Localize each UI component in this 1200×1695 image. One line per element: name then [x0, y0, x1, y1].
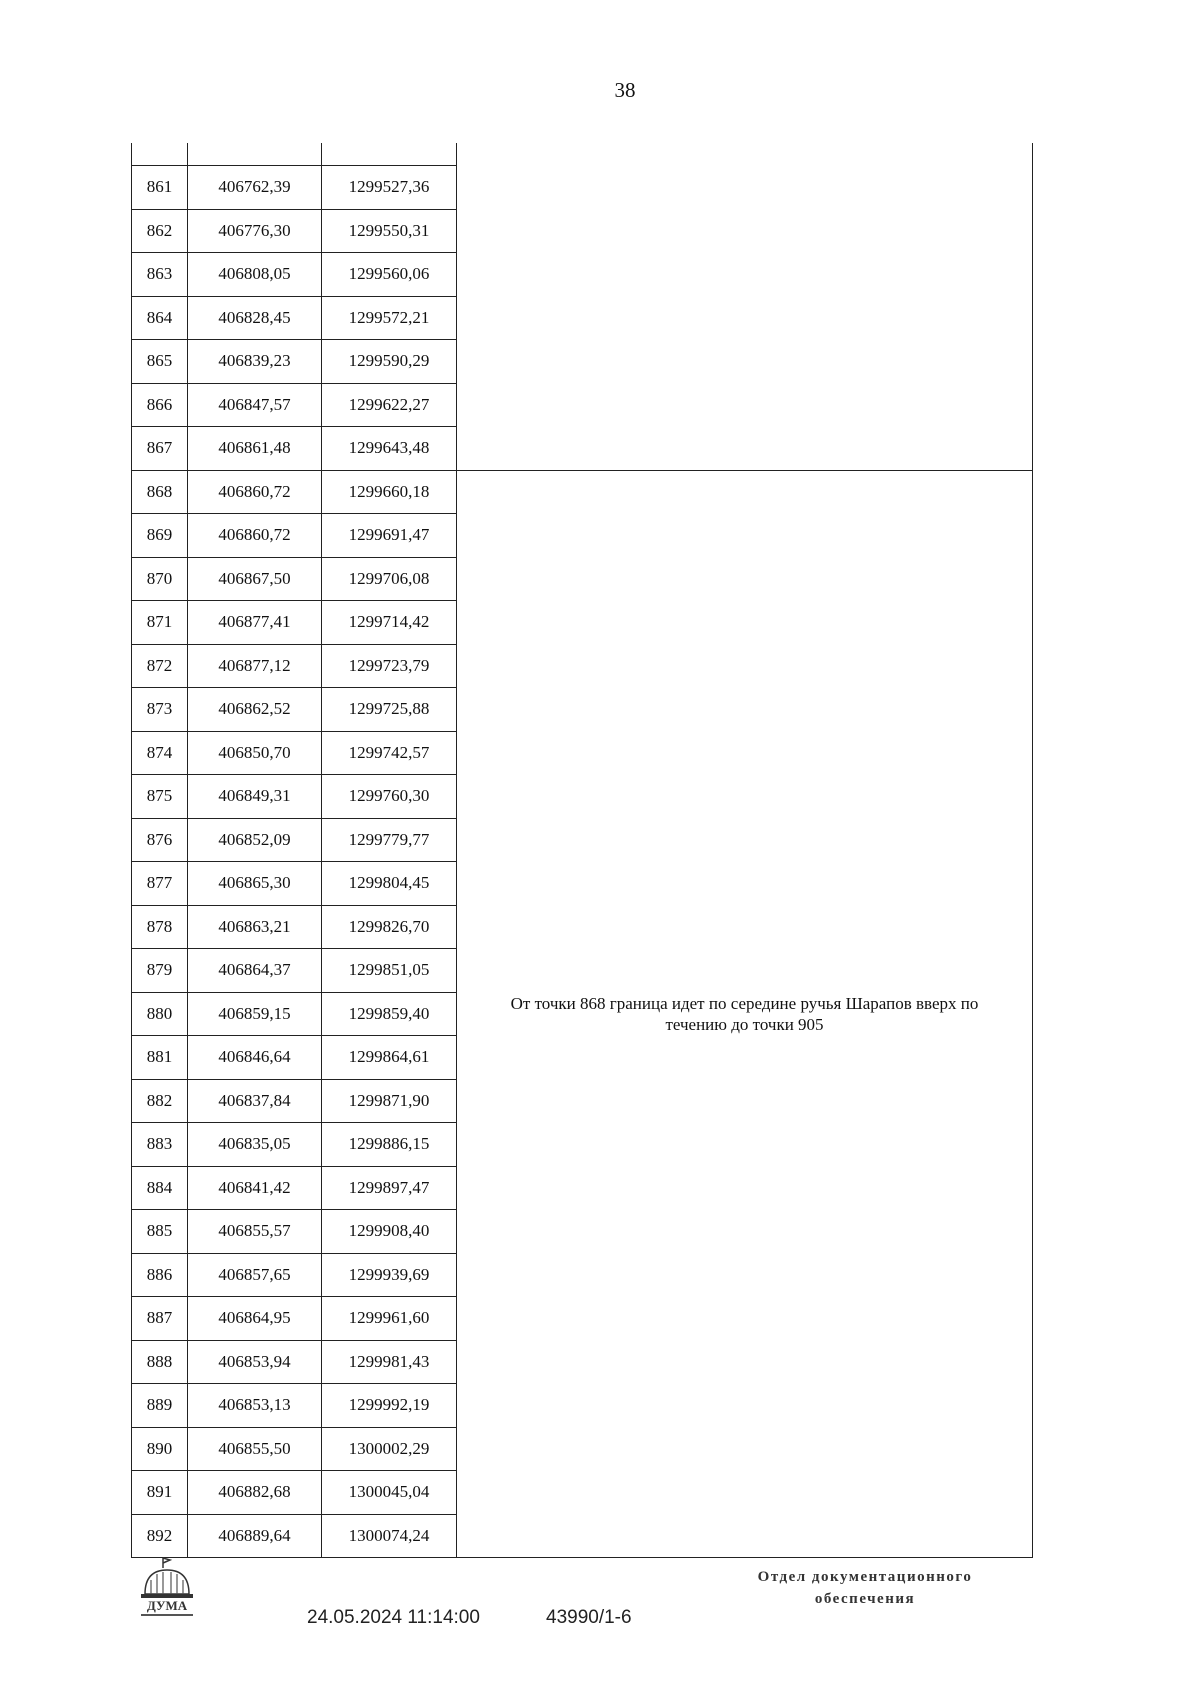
- point-number-cell: 871: [132, 601, 188, 645]
- point-number-cell: 892: [132, 1514, 188, 1558]
- point-number-cell: 879: [132, 949, 188, 993]
- x-coordinate-cell: 406864,37: [188, 949, 322, 993]
- y-coordinate-cell: 1299643,48: [322, 427, 457, 471]
- x-coordinate-cell: 406865,30: [188, 862, 322, 906]
- y-coordinate-cell: 1300002,29: [322, 1427, 457, 1471]
- x-coordinate-cell: 406855,50: [188, 1427, 322, 1471]
- y-coordinate-cell: 1299851,05: [322, 949, 457, 993]
- boundary-description-cell: [457, 470, 1033, 1558]
- x-coordinate-cell: 406835,05: [188, 1123, 322, 1167]
- x-coordinate-cell: 406850,70: [188, 731, 322, 775]
- point-number-cell: 868: [132, 470, 188, 514]
- point-number-cell: 875: [132, 775, 188, 819]
- y-coordinate-cell: 1299981,43: [322, 1340, 457, 1384]
- x-coordinate-cell: 406877,41: [188, 601, 322, 645]
- x-coordinate-cell: 406877,12: [188, 644, 322, 688]
- point-number-cell: 888: [132, 1340, 188, 1384]
- point-number-cell: 886: [132, 1253, 188, 1297]
- point-number-cell: 873: [132, 688, 188, 732]
- y-coordinate-cell: 1299886,15: [322, 1123, 457, 1167]
- x-coordinate-cell: 406860,72: [188, 470, 322, 514]
- y-coordinate-cell: 1299714,42: [322, 601, 457, 645]
- y-coordinate-cell: 1299779,77: [322, 818, 457, 862]
- table-row: [132, 470, 1033, 514]
- y-coordinate-cell: 1299992,19: [322, 1384, 457, 1428]
- point-number-cell: 863: [132, 253, 188, 297]
- point-number-cell: 883: [132, 1123, 188, 1167]
- x-coordinate-cell: 406837,84: [188, 1079, 322, 1123]
- x-coordinate-cell: 406860,72: [188, 514, 322, 558]
- stamp-text: ДУМА: [146, 1598, 188, 1613]
- x-coordinate-cell: 406776,30: [188, 209, 322, 253]
- x-coordinate-cell: 406867,50: [188, 557, 322, 601]
- x-coordinate-cell: 406861,48: [188, 427, 322, 471]
- x-coordinate-cell: 406889,64: [188, 1514, 322, 1558]
- department-line-1: Отдел документационного: [757, 1569, 973, 1585]
- y-coordinate-cell: 1300045,04: [322, 1471, 457, 1515]
- point-number-cell: 891: [132, 1471, 188, 1515]
- point-number-cell: 881: [132, 1036, 188, 1080]
- x-coordinate-cell: 406855,57: [188, 1210, 322, 1254]
- y-coordinate-cell: 1300074,24: [322, 1514, 457, 1558]
- x-coordinate-cell: 406852,09: [188, 818, 322, 862]
- y-coordinate-cell: 1299725,88: [322, 688, 457, 732]
- point-number-cell: 890: [132, 1427, 188, 1471]
- x-coordinate-cell: 406762,39: [188, 166, 322, 210]
- x-coordinate-cell: 406849,31: [188, 775, 322, 819]
- page-number: 38: [614, 78, 636, 102]
- y-coordinate-cell: 1299804,45: [322, 862, 457, 906]
- point-number-cell: 867: [132, 427, 188, 471]
- y-coordinate-cell: 1299723,79: [322, 644, 457, 688]
- x-coordinate-cell: 406828,45: [188, 296, 322, 340]
- y-coordinate-cell: 1299871,90: [322, 1079, 457, 1123]
- point-number-cell: 887: [132, 1297, 188, 1341]
- x-coordinate-cell: 406841,42: [188, 1166, 322, 1210]
- y-coordinate-cell: 1299826,70: [322, 905, 457, 949]
- point-number-cell: 878: [132, 905, 188, 949]
- point-number-cell: 884: [132, 1166, 188, 1210]
- y-coordinate-cell: 1299939,69: [322, 1253, 457, 1297]
- point-number-cell: 869: [132, 514, 188, 558]
- table-continuation-stub: [132, 143, 1033, 166]
- footer-department: [700, 1566, 1030, 1610]
- x-coordinate-cell: 406839,23: [188, 340, 322, 384]
- x-coordinate-cell: 406882,68: [188, 1471, 322, 1515]
- y-coordinate-cell: 1299961,60: [322, 1297, 457, 1341]
- x-coordinate-cell: 406863,21: [188, 905, 322, 949]
- point-number-cell: 880: [132, 992, 188, 1036]
- coordinates-table: [131, 143, 1033, 1558]
- point-number-cell: 872: [132, 644, 188, 688]
- point-number-cell: 862: [132, 209, 188, 253]
- x-coordinate-cell: 406864,95: [188, 1297, 322, 1341]
- point-number-cell: 870: [132, 557, 188, 601]
- point-number-cell: 882: [132, 1079, 188, 1123]
- coordinates-table-wrapper: [131, 143, 1033, 1558]
- x-coordinate-cell: 406853,13: [188, 1384, 322, 1428]
- boundary-description-text: От точки 868 граница идет по середине ручья Шарапов вверх по течению до точки 905: [510, 993, 979, 1034]
- y-coordinate-cell: 1299660,18: [322, 470, 457, 514]
- point-number-cell: 864: [132, 296, 188, 340]
- footer-reg-number: 43990/1-6: [546, 1607, 632, 1628]
- point-number-cell: 874: [132, 731, 188, 775]
- upper-description-cell: [457, 143, 1033, 470]
- y-coordinate-cell: 1299550,31: [322, 209, 457, 253]
- y-coordinate-cell: 1299691,47: [322, 514, 457, 558]
- y-coordinate-cell: 1299908,40: [322, 1210, 457, 1254]
- x-coordinate-cell: 406853,94: [188, 1340, 322, 1384]
- y-coordinate-cell: 1299864,61: [322, 1036, 457, 1080]
- point-number-cell: 861: [132, 166, 188, 210]
- y-coordinate-cell: 1299742,57: [322, 731, 457, 775]
- point-number-cell: 885: [132, 1210, 188, 1254]
- x-coordinate-cell: 406847,57: [188, 383, 322, 427]
- y-coordinate-cell: 1299590,29: [322, 340, 457, 384]
- y-coordinate-cell: 1299560,06: [322, 253, 457, 297]
- point-number-cell: 877: [132, 862, 188, 906]
- y-coordinate-cell: 1299622,27: [322, 383, 457, 427]
- x-coordinate-cell: 406859,15: [188, 992, 322, 1036]
- department-line-2: обеспечения: [814, 1591, 916, 1607]
- y-coordinate-cell: 1299527,36: [322, 166, 457, 210]
- y-coordinate-cell: 1299706,08: [322, 557, 457, 601]
- y-coordinate-cell: 1299859,40: [322, 992, 457, 1036]
- x-coordinate-cell: 406808,05: [188, 253, 322, 297]
- y-coordinate-cell: 1299572,21: [322, 296, 457, 340]
- point-number-cell: 889: [132, 1384, 188, 1428]
- x-coordinate-cell: 406857,65: [188, 1253, 322, 1297]
- duma-emblem-icon: [137, 1556, 197, 1618]
- x-coordinate-cell: 406862,52: [188, 688, 322, 732]
- y-coordinate-cell: 1299897,47: [322, 1166, 457, 1210]
- y-coordinate-cell: 1299760,30: [322, 775, 457, 819]
- point-number-cell: 865: [132, 340, 188, 384]
- point-number-cell: 866: [132, 383, 188, 427]
- point-number-cell: 876: [132, 818, 188, 862]
- footer-datetime: 24.05.2024 11:14:00: [307, 1607, 480, 1628]
- x-coordinate-cell: 406846,64: [188, 1036, 322, 1080]
